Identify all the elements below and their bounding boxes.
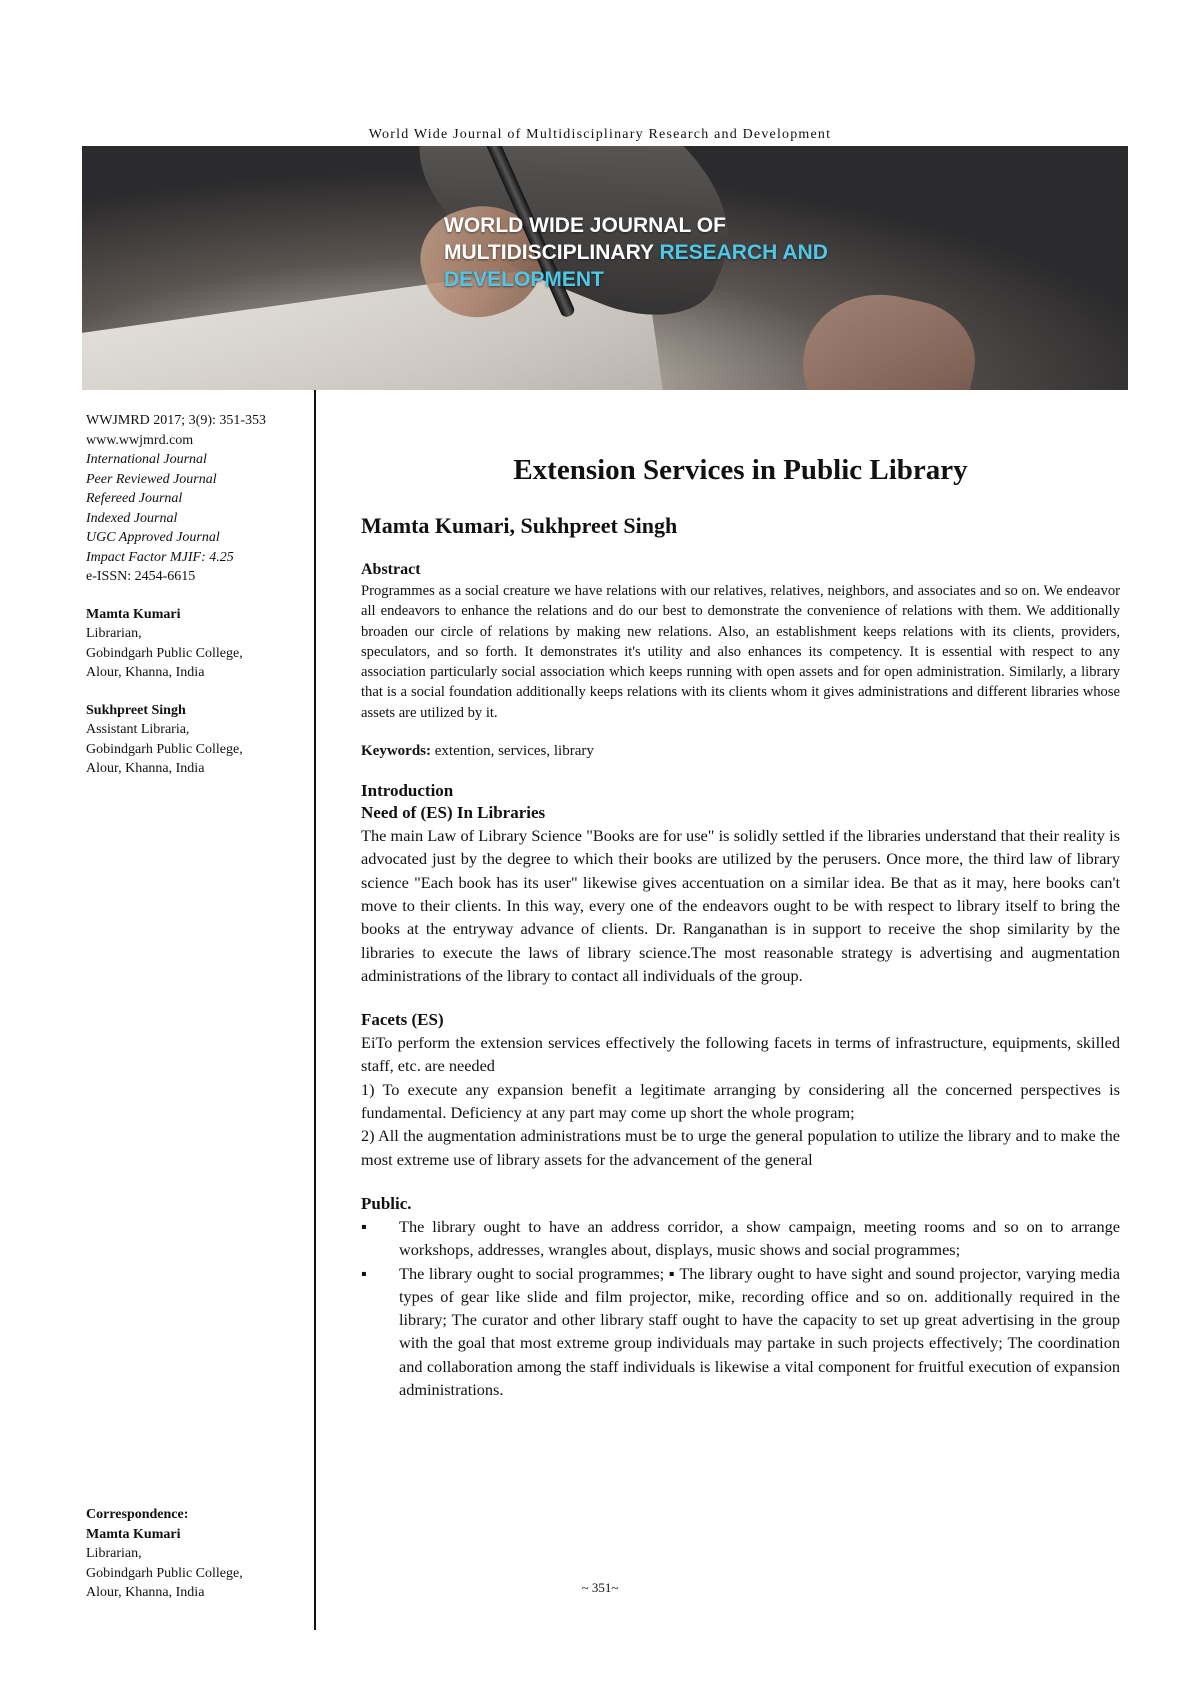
sidebar (86, 411, 308, 779)
correspondence-label: Correspondence: (86, 1507, 189, 1522)
banner-title-line3: DEVELOPMENT (444, 268, 604, 291)
need-heading: Need of (ES) In Libraries (361, 803, 546, 823)
banner-title-line2-white: MULTIDISCIPLINARY (444, 241, 660, 264)
correspondence-name: Mamta Kumari (86, 1526, 181, 1542)
author2-affiliation-line: Alour, Khanna, India (86, 761, 205, 776)
keywords-label: Keywords: (361, 743, 431, 760)
facets-paragraph: EiTo perform the extension services effectively the following facets in terms of infrastructure, equipments, skilled staff, etc. are needed (361, 1033, 1120, 1076)
author2-name: Sukhpreet Singh (86, 702, 186, 718)
banner-title-line2 (444, 239, 1044, 266)
main-content (361, 440, 1120, 1401)
page-number: ~ 351~ (581, 1580, 619, 1595)
citation: WWJMRD 2017; 3(9): 351-353 (86, 413, 267, 428)
keywords (361, 743, 1120, 760)
running-head: World Wide Journal of Multidisciplinary Research and Development (368, 127, 832, 142)
article-title: Extension Services in Public Library (513, 454, 968, 486)
website[interactable]: www.wwjmrd.com (86, 432, 194, 448)
banner-title-line2-accent: RESEARCH AND (659, 241, 828, 264)
author1-name: Mamta Kumari (86, 606, 181, 622)
need-paragraph: The main Law of Library Science "Books are for use" is solidly settled if the libraries understand that their reality is advocated just by the degree to which their books are utilized by the perusers. Once more, the third law of library science "Each book has its user" likewise gives accentuation on a similar idea. Be that as it may, here books can't move to their clients. In this way, every one of the endeavors ought to be with respect to library itself to bring the books at the entryway advance of clients. Dr. Ranganathan is in support to receive the shop similarity by the libraries to execute the laws of library science.The most reasonable strategy is advertising and augmentation administrations of the library to contact all individuals of the group. (361, 826, 1120, 985)
author2-block (86, 701, 308, 779)
abstract-text: Programmes as a social creature we have relations with our relatives, relatives, neighbors, and associates and so on. We endeavor all endeavors to enhance the relations and do our best to demonstrate the convenience of relations with them. We additionally broaden our circle of relations by making new relations. Also, an establishment keeps relations with its clients, providers, speculators, and so forth. It demonstrates it's utility and also enhances its competency. It is essential with respect to any association particularly social association which keeps running with open assets and for open administration. Similarly, a library that is a social foundation additionally keeps relations with its clients whom it gives administrations and different libraries whose assets are utilized by it. (361, 583, 1120, 721)
list-item-text: The library ought to social programmes; ▪ The library ought to have sight and sound projector, varying media types of gear like slide and film projector, mike, recording office and so on. additionally required in the library; The curator and other library staff ought to have the capacity to set up great advertising in the group with the goal that most extreme group individuals may partake in such projects effectively; The coordination and collaboration among the staff individuals is likewise a vital component for fruitful execution of expansion administrations. (399, 1263, 1120, 1400)
public-heading: Public. (361, 1193, 412, 1213)
journal-tag: International Journal (86, 452, 207, 467)
list-item-text: The library ought to have an address corridor, a show campaign, meeting rooms and so on to arrange workshops, addresses, wrangles about, displays, music shows and social programmes; (399, 1216, 1120, 1260)
correspondence-line: Alour, Khanna, India (86, 1585, 205, 1600)
author1-affiliation-line: Alour, Khanna, India (86, 665, 205, 680)
list-item (361, 1215, 1120, 1262)
author2-affiliation-line: Gobindgarh Public College, (86, 741, 243, 757)
article-authors: Mamta Kumari, Sukhpreet Singh (361, 513, 678, 538)
abstract-heading: Abstract (361, 561, 421, 578)
journal-tag: Peer Reviewed Journal (86, 471, 217, 487)
banner-title (444, 212, 1044, 293)
journal-tag: Indexed Journal (86, 510, 178, 526)
journal-tag: Impact Factor MJIF: 4.25 (86, 549, 234, 565)
banner-hand-shape-right (788, 280, 985, 390)
author1-block (86, 605, 308, 683)
author1-affiliation-line: Librarian, (86, 626, 142, 641)
correspondence-line: Librarian, (86, 1546, 142, 1561)
journal-tag: UGC Approved Journal (86, 530, 220, 545)
bullet-icon: ▪ (361, 1263, 367, 1283)
banner-title-line1: WORLD WIDE JOURNAL OF (444, 214, 726, 237)
journal-banner-image (82, 146, 1128, 390)
introduction-heading: Introduction (361, 781, 454, 801)
column-divider (314, 390, 316, 1630)
eissn: e-ISSN: 2454-6615 (86, 569, 196, 584)
journal-tag: Refereed Journal (86, 491, 183, 506)
author1-affiliation-line: Gobindgarh Public College, (86, 645, 243, 661)
facets-paragraph: 1) To execute any expansion benefit a legitimate arranging by considering all the concerned perspectives is fundamental. Deficiency at any part may come up short the whole program; (361, 1079, 1120, 1123)
list-item (361, 1262, 1120, 1402)
public-bullet-list (361, 1215, 1120, 1401)
correspondence-line: Gobindgarh Public College, (86, 1565, 243, 1581)
facets-heading: Facets (ES) (361, 1010, 444, 1030)
bullet-icon: ▪ (361, 1216, 367, 1236)
keywords-list: extention, services, library (431, 743, 594, 760)
author2-affiliation-line: Assistant Libraria, (86, 722, 190, 737)
facets-paragraph: 2) All the augmentation administrations must be to urge the general population to utilize the library and to make the most extreme use of library assets for the advancement of the general (361, 1126, 1120, 1169)
